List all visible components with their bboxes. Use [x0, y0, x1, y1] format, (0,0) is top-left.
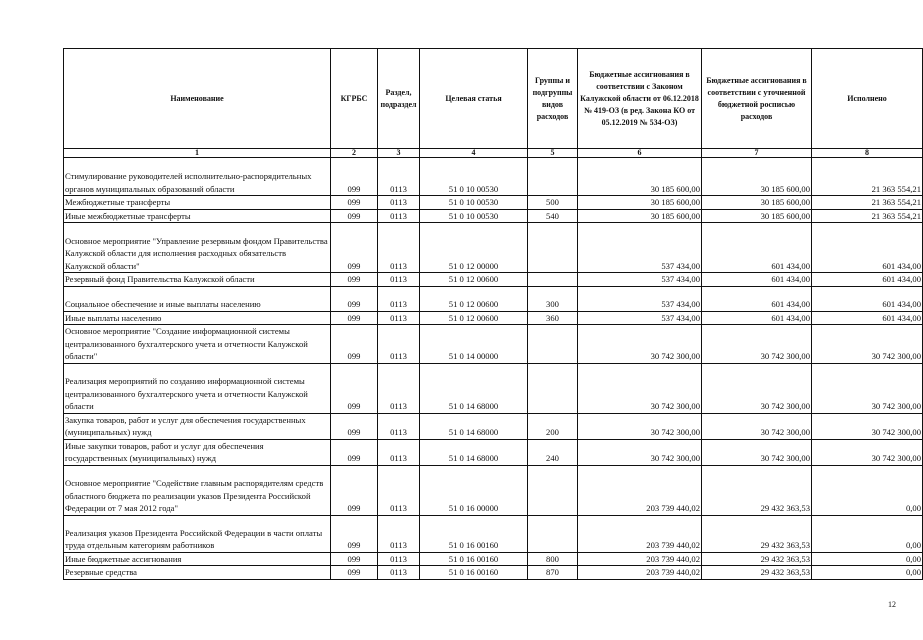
header-executed: Исполнено	[812, 49, 923, 149]
cell-section: 0113	[378, 363, 420, 413]
cell-section: 0113	[378, 311, 420, 325]
cell-executed: 30 742 300,00	[812, 325, 923, 364]
cell-target-article: 51 0 14 00000	[420, 325, 528, 364]
column-number: 1	[64, 149, 331, 158]
header-name: Наименование	[64, 49, 331, 149]
table-row	[64, 209, 923, 223]
cell-refined-allocation: 30 742 300,00	[702, 439, 812, 465]
cell-name: Иные бюджетные ассигнования	[64, 552, 331, 566]
cell-section: 0113	[378, 223, 420, 273]
cell-executed: 0,00	[812, 566, 923, 580]
cell-target-article: 51 0 10 00530	[420, 196, 528, 210]
cell-name: Иные межбюджетные трансферты	[64, 209, 331, 223]
table-row	[64, 223, 923, 273]
cell-executed: 601 434,00	[812, 273, 923, 287]
cell-expense-group	[528, 223, 578, 273]
cell-section: 0113	[378, 515, 420, 552]
cell-law-allocation: 30 742 300,00	[578, 439, 702, 465]
cell-executed: 601 434,00	[812, 311, 923, 325]
cell-law-allocation: 203 739 440,02	[578, 515, 702, 552]
cell-kgrbs: 099	[331, 311, 378, 325]
column-number: 3	[378, 149, 420, 158]
cell-law-allocation: 537 434,00	[578, 311, 702, 325]
cell-kgrbs: 099	[331, 515, 378, 552]
cell-executed: 21 363 554,21	[812, 196, 923, 210]
cell-law-allocation: 30 742 300,00	[578, 413, 702, 439]
cell-law-allocation: 203 739 440,02	[578, 552, 702, 566]
header-expense-groups: Группы и подгруппы видов расходов	[528, 49, 578, 149]
cell-kgrbs: 099	[331, 158, 378, 196]
table-row	[64, 465, 923, 515]
cell-name: Социальное обеспечение и иные выплаты населению	[64, 286, 331, 311]
cell-executed: 601 434,00	[812, 223, 923, 273]
header-kgrbs: КГРБС	[331, 49, 378, 149]
cell-executed: 0,00	[812, 515, 923, 552]
cell-executed: 0,00	[812, 552, 923, 566]
cell-name: Резервный фонд Правительства Калужской области	[64, 273, 331, 287]
header-row	[64, 49, 923, 149]
cell-executed: 0,00	[812, 465, 923, 515]
cell-expense-group: 500	[528, 196, 578, 210]
cell-kgrbs: 099	[331, 552, 378, 566]
cell-target-article: 51 0 16 00160	[420, 552, 528, 566]
cell-expense-group	[528, 158, 578, 196]
cell-kgrbs: 099	[331, 209, 378, 223]
header-section: Раздел, подраздел	[378, 49, 420, 149]
column-number: 7	[702, 149, 812, 158]
table-row	[64, 196, 923, 210]
cell-expense-group: 540	[528, 209, 578, 223]
cell-kgrbs: 099	[331, 196, 378, 210]
column-number: 4	[420, 149, 528, 158]
cell-kgrbs: 099	[331, 439, 378, 465]
table-row	[64, 273, 923, 287]
cell-refined-allocation: 601 434,00	[702, 286, 812, 311]
cell-expense-group	[528, 465, 578, 515]
cell-executed: 30 742 300,00	[812, 439, 923, 465]
cell-refined-allocation: 30 742 300,00	[702, 413, 812, 439]
cell-refined-allocation: 30 742 300,00	[702, 363, 812, 413]
column-number-row	[64, 149, 923, 158]
cell-target-article: 51 0 10 00530	[420, 158, 528, 196]
table-row	[64, 286, 923, 311]
cell-section: 0113	[378, 158, 420, 196]
cell-section: 0113	[378, 552, 420, 566]
cell-refined-allocation: 29 432 363,53	[702, 465, 812, 515]
cell-name: Основное мероприятие "Создание информационной системы централизованного бухгалтерского учета и отчетности Калужской области"	[64, 325, 331, 364]
table-row	[64, 515, 923, 552]
cell-name: Стимулирование руководителей исполнительно-распорядительных органов муниципальных образований области	[64, 158, 331, 196]
column-number: 5	[528, 149, 578, 158]
budget-table	[63, 48, 923, 580]
cell-section: 0113	[378, 209, 420, 223]
cell-refined-allocation: 601 434,00	[702, 273, 812, 287]
cell-expense-group: 800	[528, 552, 578, 566]
table-row	[64, 552, 923, 566]
cell-name: Резервные средства	[64, 566, 331, 580]
cell-target-article: 51 0 12 00600	[420, 286, 528, 311]
cell-section: 0113	[378, 413, 420, 439]
cell-law-allocation: 203 739 440,02	[578, 465, 702, 515]
cell-target-article: 51 0 16 00160	[420, 566, 528, 580]
cell-executed: 21 363 554,21	[812, 158, 923, 196]
cell-expense-group	[528, 325, 578, 364]
header-law-allocations: Бюджетные ассигнования в соответствии с Законом Калужской области от 06.12.2018 № 419-ОЗ (в ред. Закона КО от 05.12.2019 № 534-ОЗ)	[578, 49, 702, 149]
cell-law-allocation: 537 434,00	[578, 286, 702, 311]
cell-target-article: 51 0 14 68000	[420, 439, 528, 465]
cell-law-allocation: 30 742 300,00	[578, 363, 702, 413]
cell-law-allocation: 203 739 440,02	[578, 566, 702, 580]
cell-law-allocation: 30 185 600,00	[578, 209, 702, 223]
cell-executed: 21 363 554,21	[812, 209, 923, 223]
cell-law-allocation: 537 434,00	[578, 273, 702, 287]
column-number: 2	[331, 149, 378, 158]
cell-name: Основное мероприятие "Управление резервным фондом Правительства Калужской области для исполнения расходных обязательств Калужской области"	[64, 223, 331, 273]
header-target-article: Целевая статья	[420, 49, 528, 149]
cell-kgrbs: 099	[331, 273, 378, 287]
cell-name: Реализация мероприятий по созданию информационной системы централизованного бухгалтерского учета и отчетности Калужской области	[64, 363, 331, 413]
cell-expense-group	[528, 363, 578, 413]
cell-name: Межбюджетные трансферты	[64, 196, 331, 210]
cell-kgrbs: 099	[331, 465, 378, 515]
cell-name: Основное мероприятие "Содействие главным распорядителям средств областного бюджета по реализации указов Президента Российской Федерации от 7 мая 2012 года"	[64, 465, 331, 515]
table-row	[64, 158, 923, 196]
column-number: 8	[812, 149, 923, 158]
cell-name: Закупка товаров, работ и услуг для обеспечения государственных (муниципальных) нужд	[64, 413, 331, 439]
cell-law-allocation: 30 185 600,00	[578, 196, 702, 210]
cell-target-article: 51 0 14 68000	[420, 363, 528, 413]
cell-expense-group	[528, 515, 578, 552]
cell-refined-allocation: 30 185 600,00	[702, 158, 812, 196]
cell-expense-group: 240	[528, 439, 578, 465]
cell-section: 0113	[378, 439, 420, 465]
column-number: 6	[578, 149, 702, 158]
table-row	[64, 363, 923, 413]
table-row	[64, 311, 923, 325]
table-row	[64, 439, 923, 465]
cell-target-article: 51 0 12 00600	[420, 311, 528, 325]
table-row	[64, 325, 923, 364]
cell-law-allocation: 30 742 300,00	[578, 325, 702, 364]
cell-target-article: 51 0 10 00530	[420, 209, 528, 223]
page-number: 12	[888, 600, 896, 609]
cell-target-article: 51 0 12 00600	[420, 273, 528, 287]
cell-kgrbs: 099	[331, 223, 378, 273]
cell-refined-allocation: 29 432 363,53	[702, 566, 812, 580]
cell-kgrbs: 099	[331, 566, 378, 580]
cell-section: 0113	[378, 325, 420, 364]
cell-section: 0113	[378, 465, 420, 515]
cell-target-article: 51 0 16 00160	[420, 515, 528, 552]
cell-target-article: 51 0 14 68000	[420, 413, 528, 439]
cell-executed: 30 742 300,00	[812, 363, 923, 413]
cell-refined-allocation: 29 432 363,53	[702, 552, 812, 566]
cell-name: Иные выплаты населению	[64, 311, 331, 325]
cell-refined-allocation: 30 185 600,00	[702, 196, 812, 210]
table-row	[64, 566, 923, 580]
cell-refined-allocation: 601 434,00	[702, 223, 812, 273]
cell-expense-group: 870	[528, 566, 578, 580]
cell-target-article: 51 0 16 00000	[420, 465, 528, 515]
cell-expense-group: 300	[528, 286, 578, 311]
cell-section: 0113	[378, 196, 420, 210]
header-refined-allocations: Бюджетные ассигнования в соответствии с уточненной бюджетной росписью расходов	[702, 49, 812, 149]
cell-kgrbs: 099	[331, 413, 378, 439]
cell-executed: 601 434,00	[812, 286, 923, 311]
cell-executed: 30 742 300,00	[812, 413, 923, 439]
cell-refined-allocation: 601 434,00	[702, 311, 812, 325]
cell-section: 0113	[378, 286, 420, 311]
cell-section: 0113	[378, 273, 420, 287]
cell-law-allocation: 537 434,00	[578, 223, 702, 273]
cell-kgrbs: 099	[331, 286, 378, 311]
cell-name: Реализация указов Президента Российской Федерации в части оплаты труда отдельным категориям работников	[64, 515, 331, 552]
cell-section: 0113	[378, 566, 420, 580]
cell-refined-allocation: 29 432 363,53	[702, 515, 812, 552]
cell-expense-group: 360	[528, 311, 578, 325]
cell-target-article: 51 0 12 00000	[420, 223, 528, 273]
table-row	[64, 413, 923, 439]
cell-expense-group: 200	[528, 413, 578, 439]
cell-name: Иные закупки товаров, работ и услуг для обеспечения государственных (муниципальных) нужд	[64, 439, 331, 465]
cell-refined-allocation: 30 742 300,00	[702, 325, 812, 364]
cell-kgrbs: 099	[331, 363, 378, 413]
cell-kgrbs: 099	[331, 325, 378, 364]
cell-refined-allocation: 30 185 600,00	[702, 209, 812, 223]
cell-law-allocation: 30 185 600,00	[578, 158, 702, 196]
cell-expense-group	[528, 273, 578, 287]
